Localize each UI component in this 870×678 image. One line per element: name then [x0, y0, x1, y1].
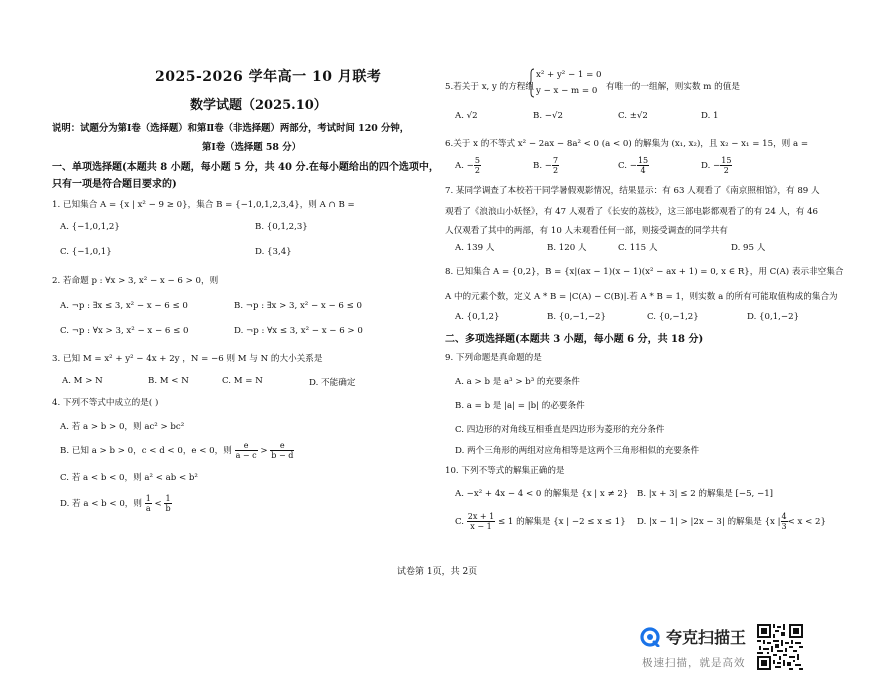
q10-c-label: C.: [455, 517, 465, 527]
q3-stem: 3. 已知 M = x² + y² − 4x + 2y ，N = −6 则 M 与 N 的大小关系是: [52, 354, 323, 364]
q4-b-fraction-2: [270, 441, 294, 460]
q6-d-label: D. −: [701, 161, 721, 171]
part1-heading: 第Ⅰ卷（选择题 58 分）: [202, 142, 301, 153]
q7-line-2: 观看了《浪浪山小妖怪》，有 47 人观看了《长安的荔枝》，这三部电影都观看了的有 24 人，有 46: [445, 207, 819, 217]
q4-stem: 4. 下列不等式中成立的是( ): [52, 398, 159, 408]
quark-logo-icon: [640, 627, 660, 647]
q6-a-label: A. −: [455, 161, 474, 171]
q1-option-a: A. {−1,0,1,2}: [60, 222, 120, 232]
q10-d-set-close: < x < 2}: [787, 517, 826, 527]
q9-option-d: D. 两个三角形的两组对应角相等是这两个三角形相似的充要条件: [455, 446, 700, 456]
q3-option-d: D. 不能确定: [309, 378, 356, 388]
q10-d-den: 3: [781, 522, 787, 531]
q10-d-num: 4: [781, 512, 787, 521]
q8-line-1: 8. 已知集合 A = {0,2}，B = {x|(ax − 1)(x − 1)(x² − ax + 1) = 0, x ∈ R}，用 C(A) 表示非空集合: [445, 267, 844, 277]
q6-c-fraction: [637, 156, 649, 175]
q9-stem: 9. 下列命题是真命题的是: [445, 353, 542, 363]
q5-system-brace: [529, 68, 535, 98]
q5-equation-1: x² + y² − 1 = 0: [536, 70, 602, 80]
q5-option-d: D. 1: [701, 111, 719, 121]
q2-option-c: C. ¬p : ∀x > 3, x² − x − 6 ≤ 0: [60, 326, 189, 336]
q6-a-fraction: [474, 156, 481, 175]
q4-d-num-2: 1: [165, 494, 171, 503]
q6-d-num: 15: [721, 156, 732, 165]
q4-d-den-2: b: [165, 504, 171, 513]
q2-option-d: D. ¬p : ∀x ≤ 3, x² − x − 6 > 0: [234, 326, 363, 336]
section1-title-cont: 只有一项是符合题目要求的): [52, 179, 177, 190]
q6-c-den: 4: [640, 166, 646, 175]
exam-title: 2025-2026 学年高一 10 月联考: [155, 69, 382, 85]
section1-title: 一、单项选择题(本题共 8 小题，每小题 5 分，共 40 分.在每小题给出的四个选项中，: [52, 162, 439, 173]
q4-option-b-text: B. 已知 a > b > 0，c < d < 0，e < 0，则: [60, 446, 232, 456]
q4-b-num-2: e: [270, 441, 294, 451]
q10-d-set-open: {x |: [764, 517, 781, 527]
q1-option-d: D. {3,4}: [255, 247, 292, 257]
q10-c-den: x − 1: [470, 522, 492, 531]
q10-d-text: D. |x − 1| > |2x − 3| 的解集是: [637, 517, 762, 527]
q9-option-c: C. 四边形的对角线互相垂直是四边形为菱形的充分条件: [455, 425, 665, 435]
q5-pre: 5.若关于 x, y 的方程组: [445, 82, 534, 92]
q6-a-num: 5: [474, 156, 480, 165]
scanner-brand: [640, 623, 750, 673]
q10-c-rest: ≤ 1 的解集是 {x | −2 ≤ x ≤ 1}: [497, 517, 626, 527]
q10-option-c: [455, 512, 626, 531]
q5-equation-2: y − x − m = 0: [536, 86, 598, 96]
q10-option-d: [637, 512, 826, 531]
q4-b-den-1: a − c: [235, 451, 257, 460]
q8-option-a: A. {0,1,2}: [455, 312, 500, 322]
q7-option-b: B. 120 人: [547, 243, 587, 253]
q4-option-b: [60, 441, 294, 460]
q9-option-b: B. a = b 是 |a| = |b| 的必要条件: [455, 401, 585, 411]
q9-option-a: A. a > b 是 a³ > b³ 的充要条件: [455, 377, 580, 387]
q10-option-b: B. |x + 3| ≤ 2 的解集是 [−5, −1]: [637, 489, 774, 499]
q6-stem: 6.关于 x 的不等式 x² − 2ax − 8a² < 0 (a < 0) 的解集为 (x₁, x₂)，且 x₂ − x₁ = 15，则 a =: [445, 139, 809, 149]
q6-option-a: [455, 156, 481, 175]
q6-c-num: 15: [637, 156, 649, 165]
q4-b-fraction-1: [235, 441, 258, 460]
q10-c-fraction: [467, 512, 495, 531]
q1-option-b: B. {0,1,2,3}: [255, 222, 308, 232]
q6-option-b: [533, 156, 559, 175]
q8-option-d: D. {0,1,−2}: [747, 312, 800, 322]
page-footer: 试卷第 1页，共 2页: [397, 567, 478, 577]
q4-b-relation: >: [260, 446, 268, 456]
q4-d-fraction-1: [145, 494, 152, 513]
instructions: 说明：试题分为第Ⅰ卷（选择题）和第Ⅱ卷（非选择题）两部分，考试时间 120 分钟，: [52, 123, 410, 134]
qr-code-icon: [757, 624, 803, 670]
section2-title: 二、多项选择题(本题共 3 小题，每小题 6 分，共 18 分): [445, 334, 704, 345]
q2-stem: 2. 若命题 p : ∀x > 3, x² − x − 6 > 0，则: [52, 276, 219, 286]
q6-a-den: 2: [474, 166, 480, 175]
q4-b-den-2: b − d: [271, 451, 294, 460]
q4-option-d-text: D. 若 a < b < 0，则: [60, 499, 142, 509]
q3-option-b: B. M < N: [148, 376, 189, 386]
brand-name: 夸克扫描王: [666, 628, 747, 647]
q6-c-label: C. −: [618, 161, 637, 171]
q1-stem: 1. 已知集合 A = {x | x² − 9 ≥ 0}，集合 B = {−1,0,1,2,3,4}，则 A ∩ B =: [52, 200, 355, 210]
q3-option-a: A. M > N: [62, 376, 103, 386]
q4-b-num-1: e: [235, 441, 258, 451]
q4-d-relation: <: [154, 499, 162, 509]
q5-option-a: A. √2: [455, 111, 478, 121]
q4-option-a: A. 若 a > b > 0，则 ac² > bc²: [60, 422, 185, 432]
q6-b-den: 2: [552, 166, 559, 175]
brand-slogan: 极速扫描，就是高效: [642, 657, 746, 669]
q4-option-c: C. 若 a < b < 0，则 a² < ab < b²: [60, 473, 198, 483]
q6-d-fraction: [720, 156, 732, 175]
q10-stem: 10. 下列不等式的解集正确的是: [445, 466, 565, 476]
q8-option-c: C. {0,−1,2}: [647, 312, 699, 322]
q6-option-c: [618, 156, 649, 175]
q7-line-3: 人仅观看了其中的两部，有 10 人未观看任何一部，则接受调查的同学共有: [445, 226, 728, 236]
q6-d-den: 2: [723, 166, 729, 175]
q6-option-d: [701, 156, 732, 175]
q4-d-num-1: 1: [145, 494, 151, 503]
q5-option-b: B. −√2: [533, 111, 563, 121]
q2-option-b: B. ¬p : ∃x > 3, x² − x − 6 ≤ 0: [234, 301, 363, 311]
q5-option-c: C. ±√2: [618, 111, 648, 121]
q8-option-b: B. {0,−1,−2}: [547, 312, 606, 322]
q4-d-fraction-2: [164, 494, 171, 513]
q7-line-1: 7. 某同学调查了本校若干同学暑假观影情况，结果显示：有 63 人观看了《南京照相馆》，有 89 人: [445, 186, 820, 196]
q7-option-c: C. 115 人: [618, 243, 658, 253]
exam-subtitle: 数学试题（2025.10）: [190, 98, 327, 113]
q1-option-c: C. {−1,0,1}: [60, 247, 112, 257]
q3-option-c: C. M = N: [222, 376, 263, 386]
q7-option-a: A. 139 人: [455, 243, 495, 253]
q7-option-d: D. 95 人: [731, 243, 766, 253]
q4-d-den-1: a: [145, 504, 151, 513]
q6-b-num: 7: [552, 156, 559, 165]
q10-c-num: 2x + 1: [467, 512, 495, 521]
q10-option-a: A. −x² + 4x − 4 < 0 的解集是 {x | x ≠ 2}: [455, 489, 629, 499]
q10-d-fraction: [781, 512, 788, 531]
q5-post: 有唯一的一组解，则实数 m 的值是: [606, 82, 740, 92]
q6-b-fraction: [552, 156, 559, 175]
q6-b-label: B. −: [533, 161, 552, 171]
q8-line-2: A 中的元素个数，定义 A * B = |C(A) − C(B)|.若 A * B = 1，则实数 a 的所有可能取值构成的集合为: [445, 292, 838, 302]
q4-option-d: [60, 494, 172, 513]
q2-option-a: A. ¬p : ∃x ≤ 3, x² − x − 6 ≤ 0: [60, 301, 188, 311]
